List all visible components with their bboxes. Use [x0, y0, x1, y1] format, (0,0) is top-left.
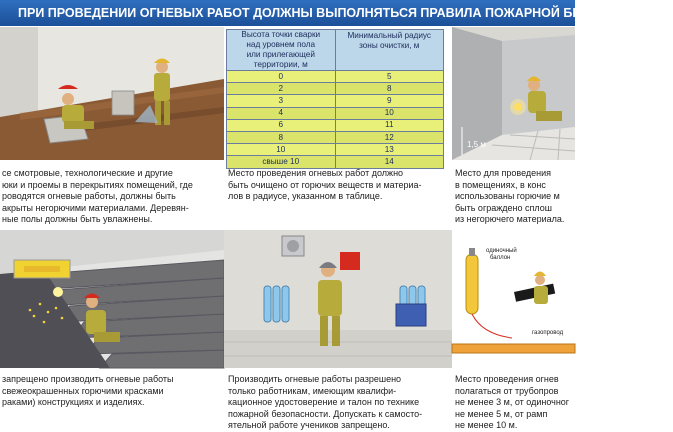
- scene-floor-openings: [0, 27, 224, 160]
- caption-painted-structures: запрещено производить огневые работы свежеокрашенных горючими красками раками) конструкциях и изделиях.: [2, 374, 174, 407]
- page-header: [0, 0, 673, 26]
- dimension-label: 1,5 м: [467, 140, 486, 149]
- page-title: ПРИ ПРОВЕДЕНИИ ОГНЕВЫХ РАБОТ ДОЛЖНЫ ВЫПОЛНЯТЬСЯ ПРАВИЛА ПОЖАРНОЙ БЕЗОПАСНОСТИ:: [18, 6, 673, 20]
- balloon-label-line2: баллон: [490, 255, 511, 261]
- scene-painted-structures: [0, 230, 224, 368]
- table-row: 4 10: [227, 107, 444, 119]
- table-row: 8 12: [227, 131, 444, 143]
- scene-welding-enclosure: [452, 27, 575, 160]
- table-header-radius: Минимальный радиус зоны очистки, м: [335, 30, 444, 71]
- table-header-height: Высота точки сварки над уровнем пола или прилегающей территории, м: [227, 30, 336, 71]
- table-row: 10 13: [227, 144, 444, 156]
- table-row: 3 9: [227, 95, 444, 107]
- table-row: 0 5: [227, 71, 444, 83]
- scene-pipeline-distance: [452, 230, 575, 368]
- table-row: 2 8: [227, 83, 444, 95]
- clearance-table: [226, 29, 444, 169]
- gas-pipe-label: газопровод: [532, 330, 564, 336]
- balloon-label-line1: одиночный: [486, 248, 517, 254]
- caption-enclosure: Место для проведения в помещениях, в конс использованы горючие м быть ограждено сплош из негорючего материала.: [455, 168, 565, 224]
- caption-pipeline-distance: Место проведения огнев полагаться от трубопров не менее 3 м, от одиночног не менее 5 м, от рамп не менее 10 м.: [455, 374, 570, 430]
- scene-qualified-workers: [224, 230, 452, 368]
- caption-floor-openings: се смотровые, технологические и другие юки и проемы в перекрытиях помещений, где роводятся огневые работы, должны быть акрыты негорючими материалами. Деревян- ные полы должны быть увлажнены.: [2, 168, 193, 224]
- table-row: 6 11: [227, 119, 444, 131]
- table-row: свыше 10 14: [227, 156, 444, 168]
- caption-clearance-area: Место проведения огневых работ должно быть очищено от горючих веществ и материа- лов в радиусе, указанном в таблице.: [228, 168, 422, 201]
- caption-qualified-workers: Производить огневые работы разрешено только работникам, имеющим квалифи- кационное удостоверение и талон по технике пожарной безопасности. Допускать к самосто- ятельной работе учеников запрещено.: [228, 374, 423, 430]
